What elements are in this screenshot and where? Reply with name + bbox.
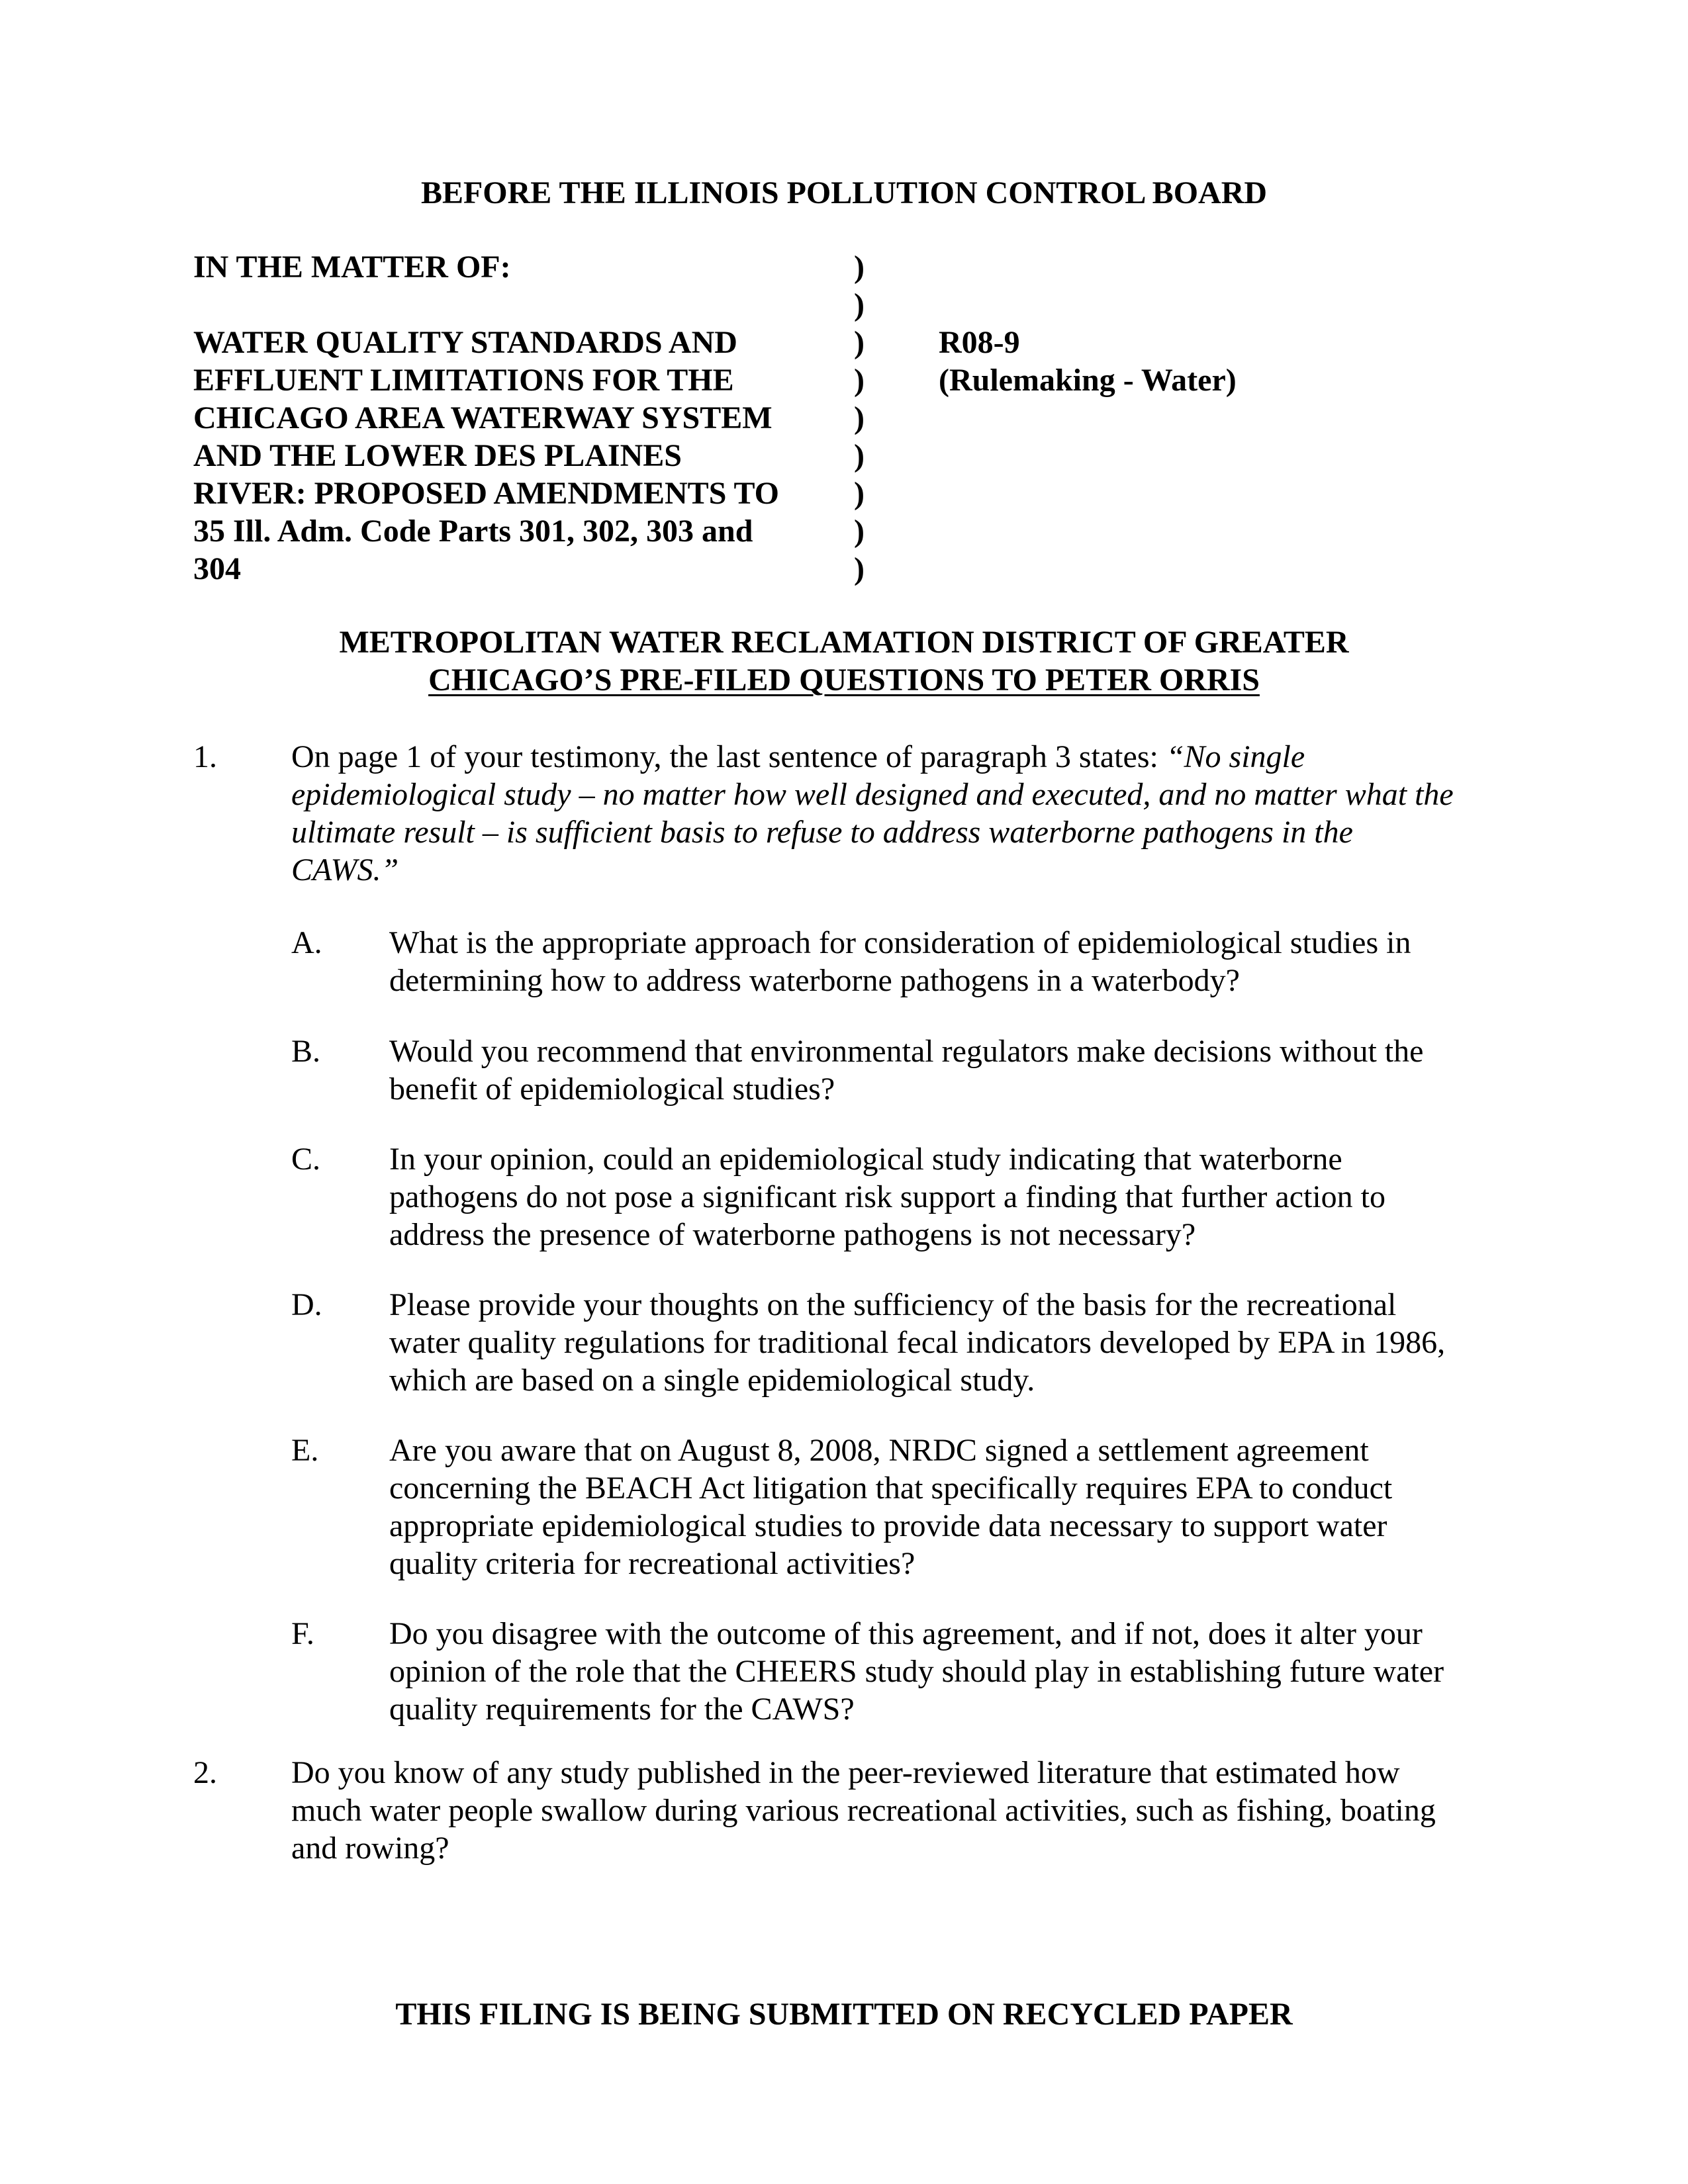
docket-number: R08-9 xyxy=(939,325,1020,360)
subquestion-letter: D. xyxy=(291,1287,322,1322)
subquestion-b xyxy=(291,1032,1463,1108)
title-line-2: CHICAGO’S PRE-FILED QUESTIONS TO PETER ORRIS xyxy=(428,662,1260,698)
subquestion-letter: F. xyxy=(291,1616,314,1651)
matter-line: WATER QUALITY STANDARDS AND xyxy=(193,325,737,360)
paren: ) xyxy=(854,250,865,285)
paren: ) xyxy=(854,363,865,398)
question-number: 2. xyxy=(193,1755,217,1790)
docket-type: (Rulemaking - Water) xyxy=(939,363,1237,398)
matter-label: IN THE MATTER OF: xyxy=(193,250,511,285)
paren: ) xyxy=(854,400,865,435)
question-text: Do you know of any study published in the peer-reviewed literature that estimated how much water people swallow during various recreational activities, such as fishing, boating and rowing? xyxy=(291,1755,1436,1866)
subquestion-letter: B. xyxy=(291,1034,321,1069)
question-number: 1. xyxy=(193,739,217,774)
subquestion-d xyxy=(291,1286,1463,1399)
board-title: BEFORE THE ILLINOIS POLLUTION CONTROL BOARD xyxy=(420,175,1268,210)
matter-line: 35 Ill. Adm. Code Parts 301, 302, 303 and xyxy=(193,514,753,549)
matter-line: CHICAGO AREA WATERWAY SYSTEM xyxy=(193,400,773,435)
subquestion-text: What is the appropriate approach for consideration of epidemiological studies in determining how to address waterborne pathogens in a waterbody? xyxy=(389,925,1411,998)
matter-line: EFFLUENT LIMITATIONS FOR THE xyxy=(193,363,734,398)
subquestion-text: Please provide your thoughts on the sufficiency of the basis for the recreational water quality regulations for traditional fecal indicators developed by EPA in 1986, which are based on a single epidemiological study. xyxy=(389,1287,1446,1398)
subquestion-text: In your opinion, could an epidemiological study indicating that waterborne pathogens do not pose a significant risk support a finding that further action to address the presence of waterborne pathogens is not necessary? xyxy=(389,1142,1386,1252)
subquestion-text: Are you aware that on August 8, 2008, NRDC signed a settlement agreement concerning the BEACH Act litigation that specifically requires EPA to conduct appropriate epidemiological studies to provide data necessary to support water quality criteria for recreational activities? xyxy=(389,1433,1393,1581)
question-text xyxy=(291,738,1464,889)
subquestion-text: Would you recommend that environmental regulators make decisions without the benefit of epidemiological studies? xyxy=(389,1034,1424,1107)
title-line-1: METROPOLITAN WATER RECLAMATION DISTRICT OF GREATER xyxy=(339,625,1349,660)
recycled-paper-notice: THIS FILING IS BEING SUBMITTED ON RECYCLED PAPER xyxy=(395,1997,1293,2032)
paren: ) xyxy=(854,551,865,586)
subquestion-letter: C. xyxy=(291,1142,321,1177)
case-caption xyxy=(193,248,779,588)
docket-info xyxy=(939,324,1237,399)
paren: ) xyxy=(854,438,865,473)
question-intro: On page 1 of your testimony, the last sentence of paragraph 3 states: xyxy=(291,739,1166,774)
question-1 xyxy=(193,738,1464,889)
subquestion-letter: E. xyxy=(291,1433,319,1468)
testimony-quote: “No single epidemiological study – no matter how well designed and executed, and no matter what the ultimate result – is sufficient basis to refuse to address waterborne pathogens in the CAWS.” xyxy=(291,739,1454,887)
subquestion-letter: A. xyxy=(291,925,322,960)
subquestion-a xyxy=(291,924,1463,999)
subquestion-f xyxy=(291,1615,1463,1728)
subquestion-text: Do you disagree with the outcome of this agreement, and if not, does it alter your opinion of the role that the CHEERS study should play in establishing future water quality requirements for the CAWS? xyxy=(389,1616,1444,1727)
matter-line: RIVER: PROPOSED AMENDMENTS TO xyxy=(193,476,779,511)
document-title xyxy=(0,623,1688,699)
caption-parentheses xyxy=(854,248,865,588)
matter-line: AND THE LOWER DES PLAINES xyxy=(193,438,682,473)
paren: ) xyxy=(854,514,865,549)
paren: ) xyxy=(854,287,865,322)
paren: ) xyxy=(854,325,865,360)
subquestion-e xyxy=(291,1432,1463,1582)
paren: ) xyxy=(854,476,865,511)
question-2 xyxy=(193,1754,1464,1867)
matter-line: 304 xyxy=(193,551,241,586)
subquestion-c xyxy=(291,1140,1463,1253)
